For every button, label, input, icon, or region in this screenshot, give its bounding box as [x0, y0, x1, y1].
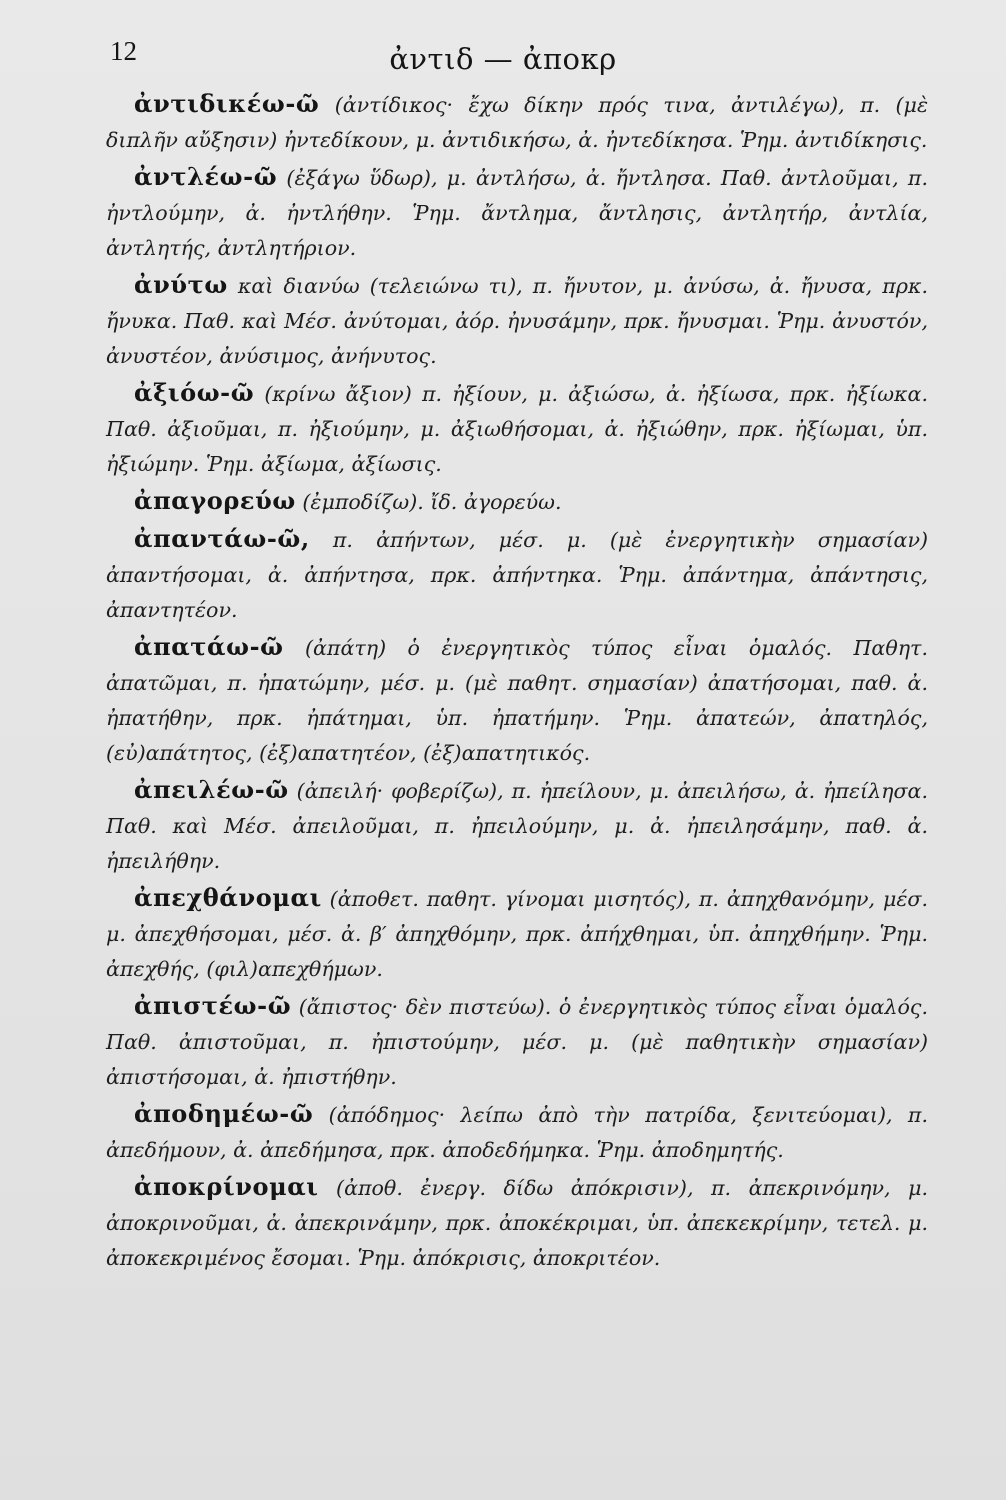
- running-head: ἀντιδ — ἀποκρ: [389, 42, 617, 76]
- entry-antleo: [106, 159, 928, 266]
- entry-apantao: [106, 521, 928, 628]
- headword: ἀποκρίνομαι: [134, 1172, 319, 1201]
- entry-apisteo: [106, 988, 928, 1095]
- entry-text: (ἐμποδίζω). ἴδ. ἀγορεύω.: [295, 490, 562, 514]
- entry-axioo: [106, 375, 928, 482]
- headword: ἀπατάω-ῶ: [134, 632, 284, 661]
- entry-anyto: [106, 267, 928, 374]
- headword: ἀντλέω-ῶ: [134, 162, 278, 191]
- headword: ἀνύτω: [134, 270, 228, 299]
- headword: ἀπειλέω-ῶ: [134, 775, 289, 804]
- headword: ἀντιδικέω-ῶ: [134, 89, 320, 118]
- entry-text: (ἐξάγω ὕδωρ), μ. ἀντλήσω, ἀ. ἤντλησα. Παθ. ἀντλοῦμαι, π. ἠντλούμην, ἀ. ἠντλήθην. Ῥημ. ἄντλημα, ἄντλησις, ἀντλητήρ, ἀντλία, ἀντλητής, ἀντλητήριον.: [106, 166, 928, 260]
- headword: ἀξιόω-ῶ: [134, 378, 255, 407]
- entry-apatao: [106, 629, 928, 771]
- entry-apechthanomai: [106, 880, 928, 987]
- entry-apeileo: [106, 772, 928, 879]
- entry-list: [106, 86, 928, 1277]
- page-number: 12: [110, 36, 137, 66]
- headword: ἀπαντάω-ῶ,: [134, 524, 310, 553]
- entry-text: (ἀπειλή· φοβερίζω), π. ἠπείλουν, μ. ἀπειλήσω, ἀ. ἠπείλησα. Παθ. καὶ Μέσ. ἀπειλοῦμαι, π. ἠπειλούμην, μ. ἀ. ἠπειλησάμην, παθ. ἀ. ἠπειλήθην.: [106, 779, 928, 873]
- entry-text: (ἀποθ. ἐνεργ. δίδω ἀπόκρισιν), π. ἀπεκρινόμην, μ. ἀποκρινοῦμαι, ἀ. ἀπεκρινάμην, πρκ. ἀποκέκριμαι, ὑπ. ἀπεκεκρίμην, τετελ. μ. ἀποκεκριμένος ἔσομαι. Ῥημ. ἀπόκρισις, ἀποκριτέον.: [106, 1176, 928, 1270]
- entry-text: (ἀπάτη) ὁ ἐνεργητικὸς τύπος εἶναι ὁμαλός. Παθητ. ἀπατῶμαι, π. ἠπατώμην, μέσ. μ. (μὲ παθητ. σημασίαν) ἀπατήσομαι, παθ. ἀ. ἠπατήθην, πρκ. ἠπάτημαι, ὑπ. ἠπατήμην. Ῥημ. ἀπατεών, ἀπατηλός, (εὐ)απάτητος, (ἐξ)απατητέον, (ἐξ)απατητικός.: [106, 636, 928, 765]
- headword: ἀπεχθάνομαι: [134, 883, 322, 912]
- entry-text: π. ἀπήντων, μέσ. μ. (μὲ ἐνεργητικὴν σημασίαν) ἀπαντήσομαι, ἀ. ἀπήντησα, πρκ. ἀπήντηκα. Ῥημ. ἀπάντημα, ἀπάντησις, ἀπαντητέον.: [106, 528, 928, 622]
- entry-text: (ἄπιστος· δὲν πιστεύω). ὁ ἐνεργητικὸς τύπος εἶναι ὁμαλός. Παθ. ἀπιστοῦμαι, π. ἠπιστούμην, μέσ. μ. (μὲ παθητικὴν σημασίαν) ἀπιστήσομαι, ἀ. ἠπιστήθην.: [106, 995, 928, 1089]
- entry-text: καὶ διανύω (τελειώνω τι), π. ἤνυτον, μ. ἀνύσω, ἀ. ἤνυσα, πρκ. ἤνυκα. Παθ. καὶ Μέσ. ἀνύτομαι, ἀόρ. ἠνυσάμην, πρκ. ἤνυσμαι. Ῥημ. ἀνυστόν, ἀνυστέον, ἀνύσιμος, ἀνήνυτος.: [106, 274, 928, 368]
- headword: ἀπιστέω-ῶ: [134, 991, 292, 1020]
- entry-text: (ἀντίδικος· ἔχω δίκην πρός τινα, ἀντιλέγω), π. (μὲ διπλῆν αὔξησιν) ἠντεδίκουν, μ. ἀντιδικήσω, ἀ. ἠντεδίκησα. Ῥημ. ἀντιδίκησις.: [106, 93, 928, 152]
- headword: ἀπαγορεύω: [134, 486, 296, 515]
- entry-text: (κρίνω ἄξιον) π. ἠξίουν, μ. ἀξιώσω, ἀ. ἠξίωσα, πρκ. ἠξίωκα. Παθ. ἀξιοῦμαι, π. ἠξιούμην, μ. ἀξιωθήσομαι, ἀ. ἠξιώθην, πρκ. ἠξίωμαι, ὑπ. ἠξιώμην. Ῥημ. ἀξίωμα, ἀξίωσις.: [106, 382, 928, 476]
- headword: ἀποδημέω-ῶ: [134, 1099, 314, 1128]
- entry-text: (ἀποθετ. παθητ. γίνομαι μισητός), π. ἀπηχθανόμην, μέσ. μ. ἀπεχθήσομαι, μέσ. ἀ. β′ ἀπηχθόμην, πρκ. ἀπήχθημαι, ὑπ. ἀπηχθήμην. Ῥημ. ἀπεχθής, (φιλ)απεχθήμων.: [106, 887, 928, 981]
- entry-apokrinomai: [106, 1169, 928, 1276]
- entry-antidikeo: [106, 86, 928, 158]
- entry-apagoreuo: [106, 483, 928, 520]
- entry-apodemeo: [106, 1096, 928, 1168]
- entry-text: (ἀπόδημος· λείπω ἀπὸ τὴν πατρίδα, ξενιτεύομαι), π. ἀπεδήμουν, ἀ. ἀπεδήμησα, πρκ. ἀποδεδήμηκα. Ῥημ. ἀποδημητής.: [106, 1103, 928, 1162]
